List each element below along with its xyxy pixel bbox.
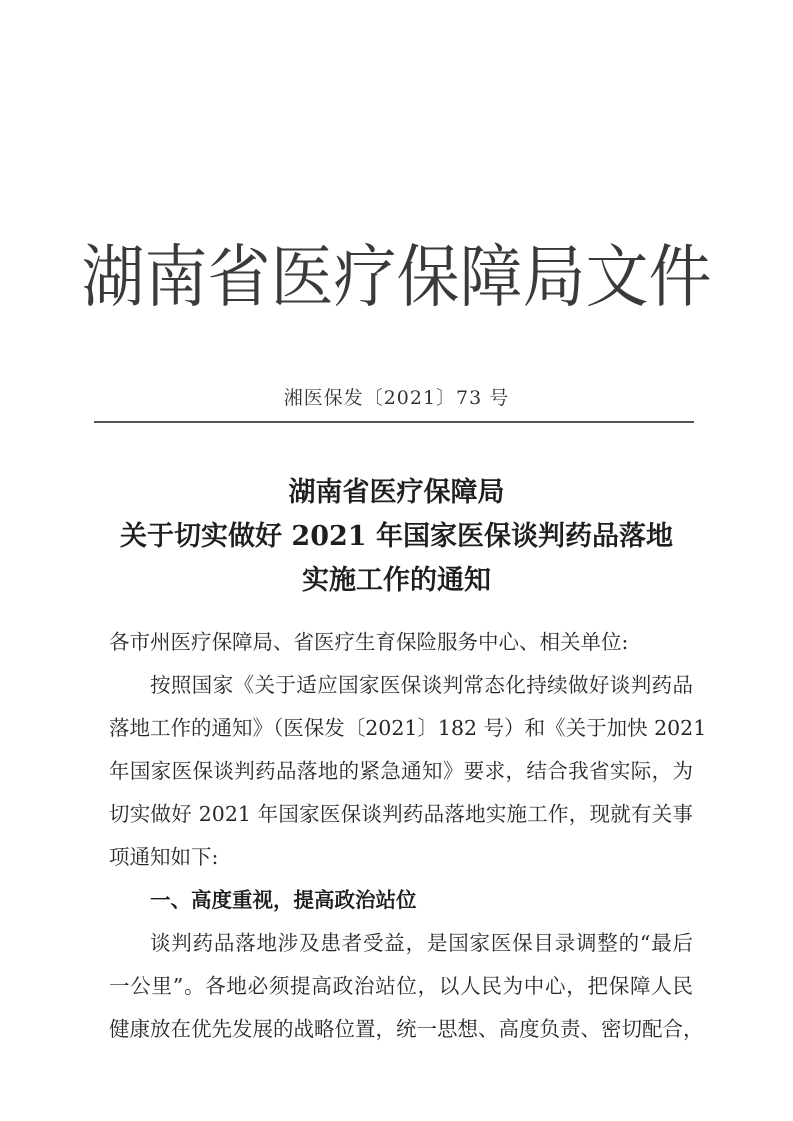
paragraph-line: 切实做好 2021 年国家医保谈判药品落地实施工作，现就有关事 (109, 802, 693, 826)
paragraph-line: 年国家医保谈判药品落地的紧急通知》要求，结合我省实际，为 (109, 759, 693, 783)
section-heading: 一、高度重视，提高政治站位 (150, 888, 417, 912)
paragraph-line: 项通知如下: (109, 845, 219, 869)
document-title (0, 471, 793, 603)
paragraph-line: 一公里”。各地必须提高政治站位，以人民为中心，把保障人民 (109, 974, 693, 998)
paragraph-line: 落地工作的通知》（医保发〔2021〕182 号）和《关于加快 2021 (109, 716, 707, 740)
document-body (109, 621, 707, 1051)
issuing-authority-header: 湖南省医疗保障局文件 (81, 238, 712, 317)
header-divider (94, 421, 694, 423)
document-number: 湘医保发〔2021〕73 号 (283, 387, 510, 409)
title-line-2: 关于切实做好 2021 年国家医保谈判药品落地 (120, 521, 673, 552)
paragraph-line: 谈判药品落地涉及患者受益，是国家医保目录调整的“最后 (150, 931, 693, 955)
title-line-1: 湖南省医疗保障局 (288, 477, 505, 508)
addressee-line: 各市州医疗保障局、省医疗生育保险服务中心、相关单位: (109, 630, 629, 654)
paragraph-line: 健康放在优先发展的战略位置，统一思想、高度负责、密切配合， (109, 1017, 704, 1041)
paragraph-line: 按照国家《关于适应国家医保谈判常态化持续做好谈判药品 (150, 673, 693, 697)
title-line-3: 实施工作的通知 (302, 565, 491, 596)
